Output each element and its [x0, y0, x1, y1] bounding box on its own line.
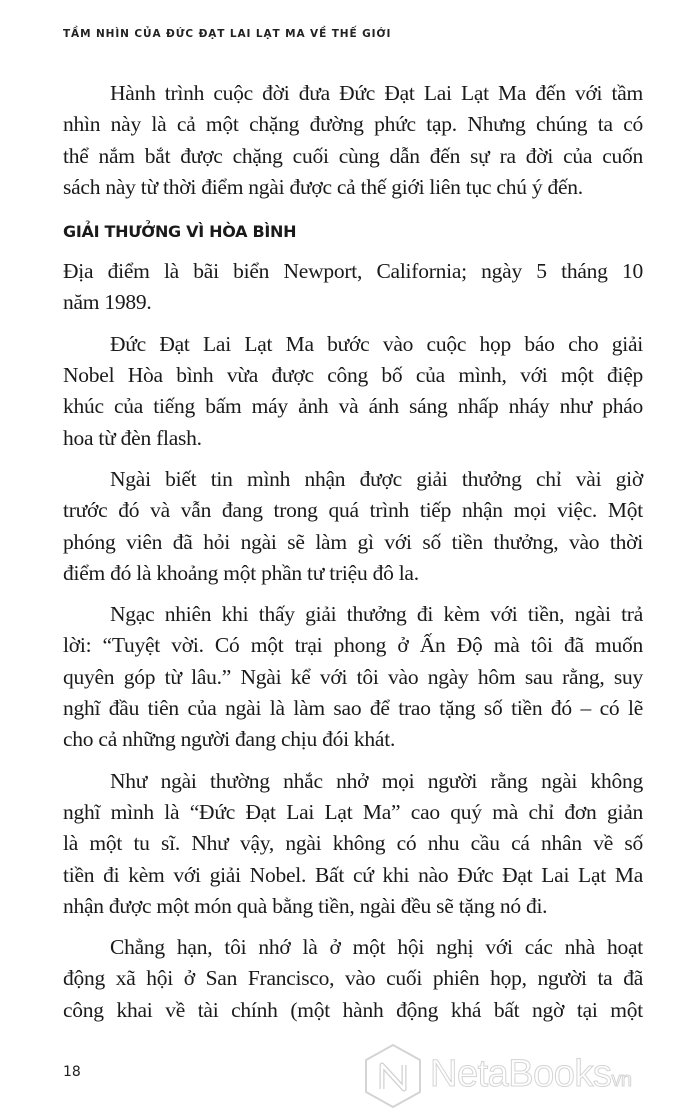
- page-body: [63, 78, 643, 1036]
- text-line: phóng viên đã hỏi ngài sẽ làm gì với số tiền thưởng, vào thời: [63, 529, 643, 554]
- text-line: động xã hội ở San Francisco, vào cuối phiên họp, người ta đã: [63, 966, 643, 991]
- paragraphs-after-heading: [63, 256, 643, 1026]
- text-line: nghĩ đầu tiên của ngài là làm sao để trao tặng số tiền đó – có lẽ: [63, 696, 643, 721]
- text-line: Hành trình cuộc đời đưa Đức Đạt Lai Lạt Ma đến với tầm: [110, 81, 643, 105]
- text-line: là một tu sĩ. Như vậy, ngài không có nhu cầu cá nhân về số: [63, 831, 643, 856]
- text-line: sách này từ thời điểm ngài được cả thế giới liên tục chú ý đến.: [63, 174, 583, 199]
- text-line: nhận được một món quà bằng tiền, ngài đều sẽ tặng nó đi.: [63, 893, 548, 918]
- text-line: Như ngài thường nhắc nhở mọi người rằng ngài không: [110, 768, 643, 793]
- paragraphs-before-heading: [63, 78, 643, 203]
- text-line: thể nắm bắt được chặng cuối cùng dẫn đến sự ra đời của cuốn: [63, 143, 643, 168]
- watermark-suffix: vn: [611, 1069, 632, 1091]
- netabooks-logo-icon: [362, 1043, 424, 1109]
- text-line: Chẳng hạn, tôi nhớ là ở một hội nghị với các nhà hoạt: [110, 935, 643, 960]
- text-line: Ngài biết tin mình nhận được giải thưởng chỉ vài giờ: [110, 466, 643, 491]
- paragraph: [63, 766, 643, 922]
- text-line: quyên góp từ lâu.” Ngài kể với tôi vào ngày hôm sau rằng, suy: [63, 664, 643, 689]
- netabooks-watermark: [362, 1043, 700, 1109]
- paragraph: [63, 256, 643, 319]
- paragraph: [63, 932, 643, 1026]
- text-line: Nobel Hòa bình vừa được công bố của mình, với một điệp: [63, 363, 643, 388]
- text-line: năm 1989.: [63, 290, 152, 315]
- paragraph: [63, 78, 643, 203]
- watermark-brand: NetaBooks: [430, 1053, 612, 1095]
- section-heading: GIẢI THƯỞNG VÌ HÒA BÌNH: [63, 222, 297, 242]
- paragraph: [63, 329, 643, 454]
- text-line: nghĩ mình là “Đức Đạt Lai Lạt Ma” cao quý mà chỉ đơn giản: [63, 799, 643, 824]
- text-line: Địa điểm là bãi biển Newport, California; ngày 5 tháng 10: [63, 259, 643, 284]
- text-line: lời: “Tuyệt vời. Có một trại phong ở Ấn Độ mà tôi đã muốn: [63, 633, 643, 658]
- text-line: công khai về tài chính (một hành động khá bất ngờ tại một: [63, 997, 643, 1022]
- text-line: khúc của tiếng bấm máy ảnh và ánh sáng nhấp nháy như pháo: [63, 394, 643, 419]
- text-line: nhìn này là cả một chặng đường phức tạp. Nhưng chúng ta có: [63, 112, 643, 137]
- page-number: 18: [63, 1064, 81, 1080]
- text-line: tiền đi kèm với giải Nobel. Bất cứ khi nào Đức Đạt Lai Lạt Ma: [63, 862, 643, 887]
- text-line: Ngạc nhiên khi thấy giải thưởng đi kèm với tiền, ngài trả: [110, 602, 643, 627]
- text-line: hoa từ đèn flash.: [63, 425, 202, 450]
- text-line: Đức Đạt Lai Lạt Ma bước vào cuộc họp báo cho giải: [110, 331, 643, 356]
- text-line: cho cả những người đang chịu đói khát.: [63, 727, 396, 752]
- paragraph: [63, 464, 643, 589]
- text-line: trước đó và vẫn đang trong quá trình tiếp nhận mọi việc. Một: [63, 498, 643, 523]
- watermark-text: [430, 1053, 632, 1096]
- text-line: điểm đó là khoảng một phần tư triệu đô la.: [63, 560, 419, 585]
- running-head: TẦM NHÌN CỦA ĐỨC ĐẠT LAI LẠT MA VỀ THẾ GIỚI: [63, 28, 392, 40]
- paragraph: [63, 599, 643, 755]
